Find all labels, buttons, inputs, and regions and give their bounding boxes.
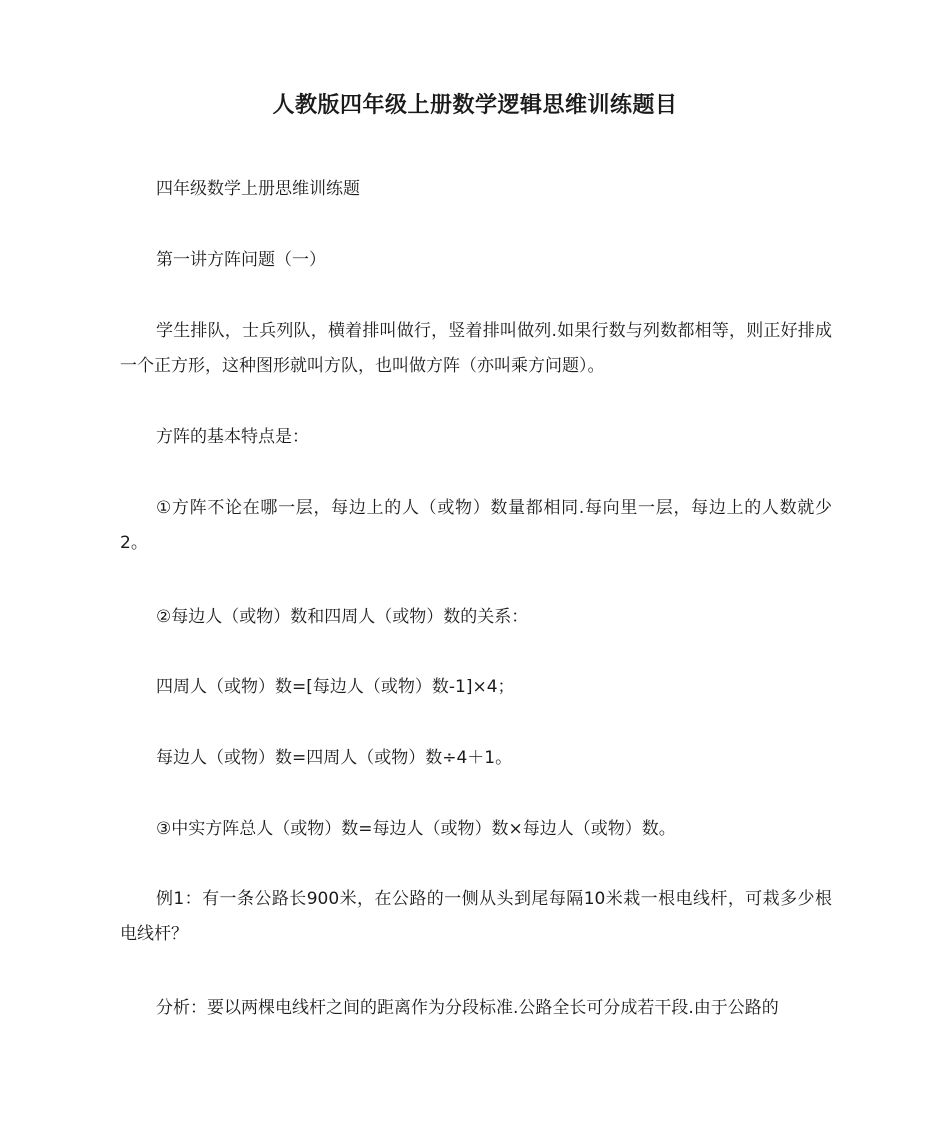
paragraph-feature-1: ①方阵不论在哪一层，每边上的人（或物）数量都相同.每向里一层，每边上的人数就少2。 (120, 498, 832, 553)
paragraph-features-heading: 方阵的基本特点是： (156, 427, 309, 447)
paragraph-subtitle: 四年级数学上册思维训练题 (156, 179, 360, 199)
paragraph-formula-1: 四周人（或物）数=[每边人（或物）数-1]×4； (156, 677, 515, 697)
paragraph-intro: 学生排队，士兵列队，横着排叫做行，竖着排叫做列.如果行数与列数都相等，则正好排成一个正方形，这种图形就叫方队，也叫做方阵（亦叫乘方问题）。 (120, 321, 832, 376)
paragraph-analysis: 分析：要以两棵电线杆之间的距离作为分段标准.公路全长可分成若干段.由于公路的 (156, 998, 779, 1018)
paragraph-formula-2: 每边人（或物）数=四周人（或物）数÷4＋1。 (156, 748, 513, 768)
paragraph-lesson-heading: 第一讲方阵问题（一） (156, 250, 326, 270)
document-title: 人教版四年级上册数学逻辑思维训练题目 (272, 93, 678, 118)
paragraph-feature-3: ③中实方阵总人（或物）数=每边人（或物）数×每边人（或物）数。 (156, 819, 676, 839)
paragraph-feature-2: ②每边人（或物）数和四周人（或物）数的关系： (156, 607, 529, 627)
paragraph-example-1: 例1：有一条公路长900米，在公路的一侧从头到尾每隔10米栽一根电线杆，可栽多少根电线杆？ (120, 889, 832, 944)
